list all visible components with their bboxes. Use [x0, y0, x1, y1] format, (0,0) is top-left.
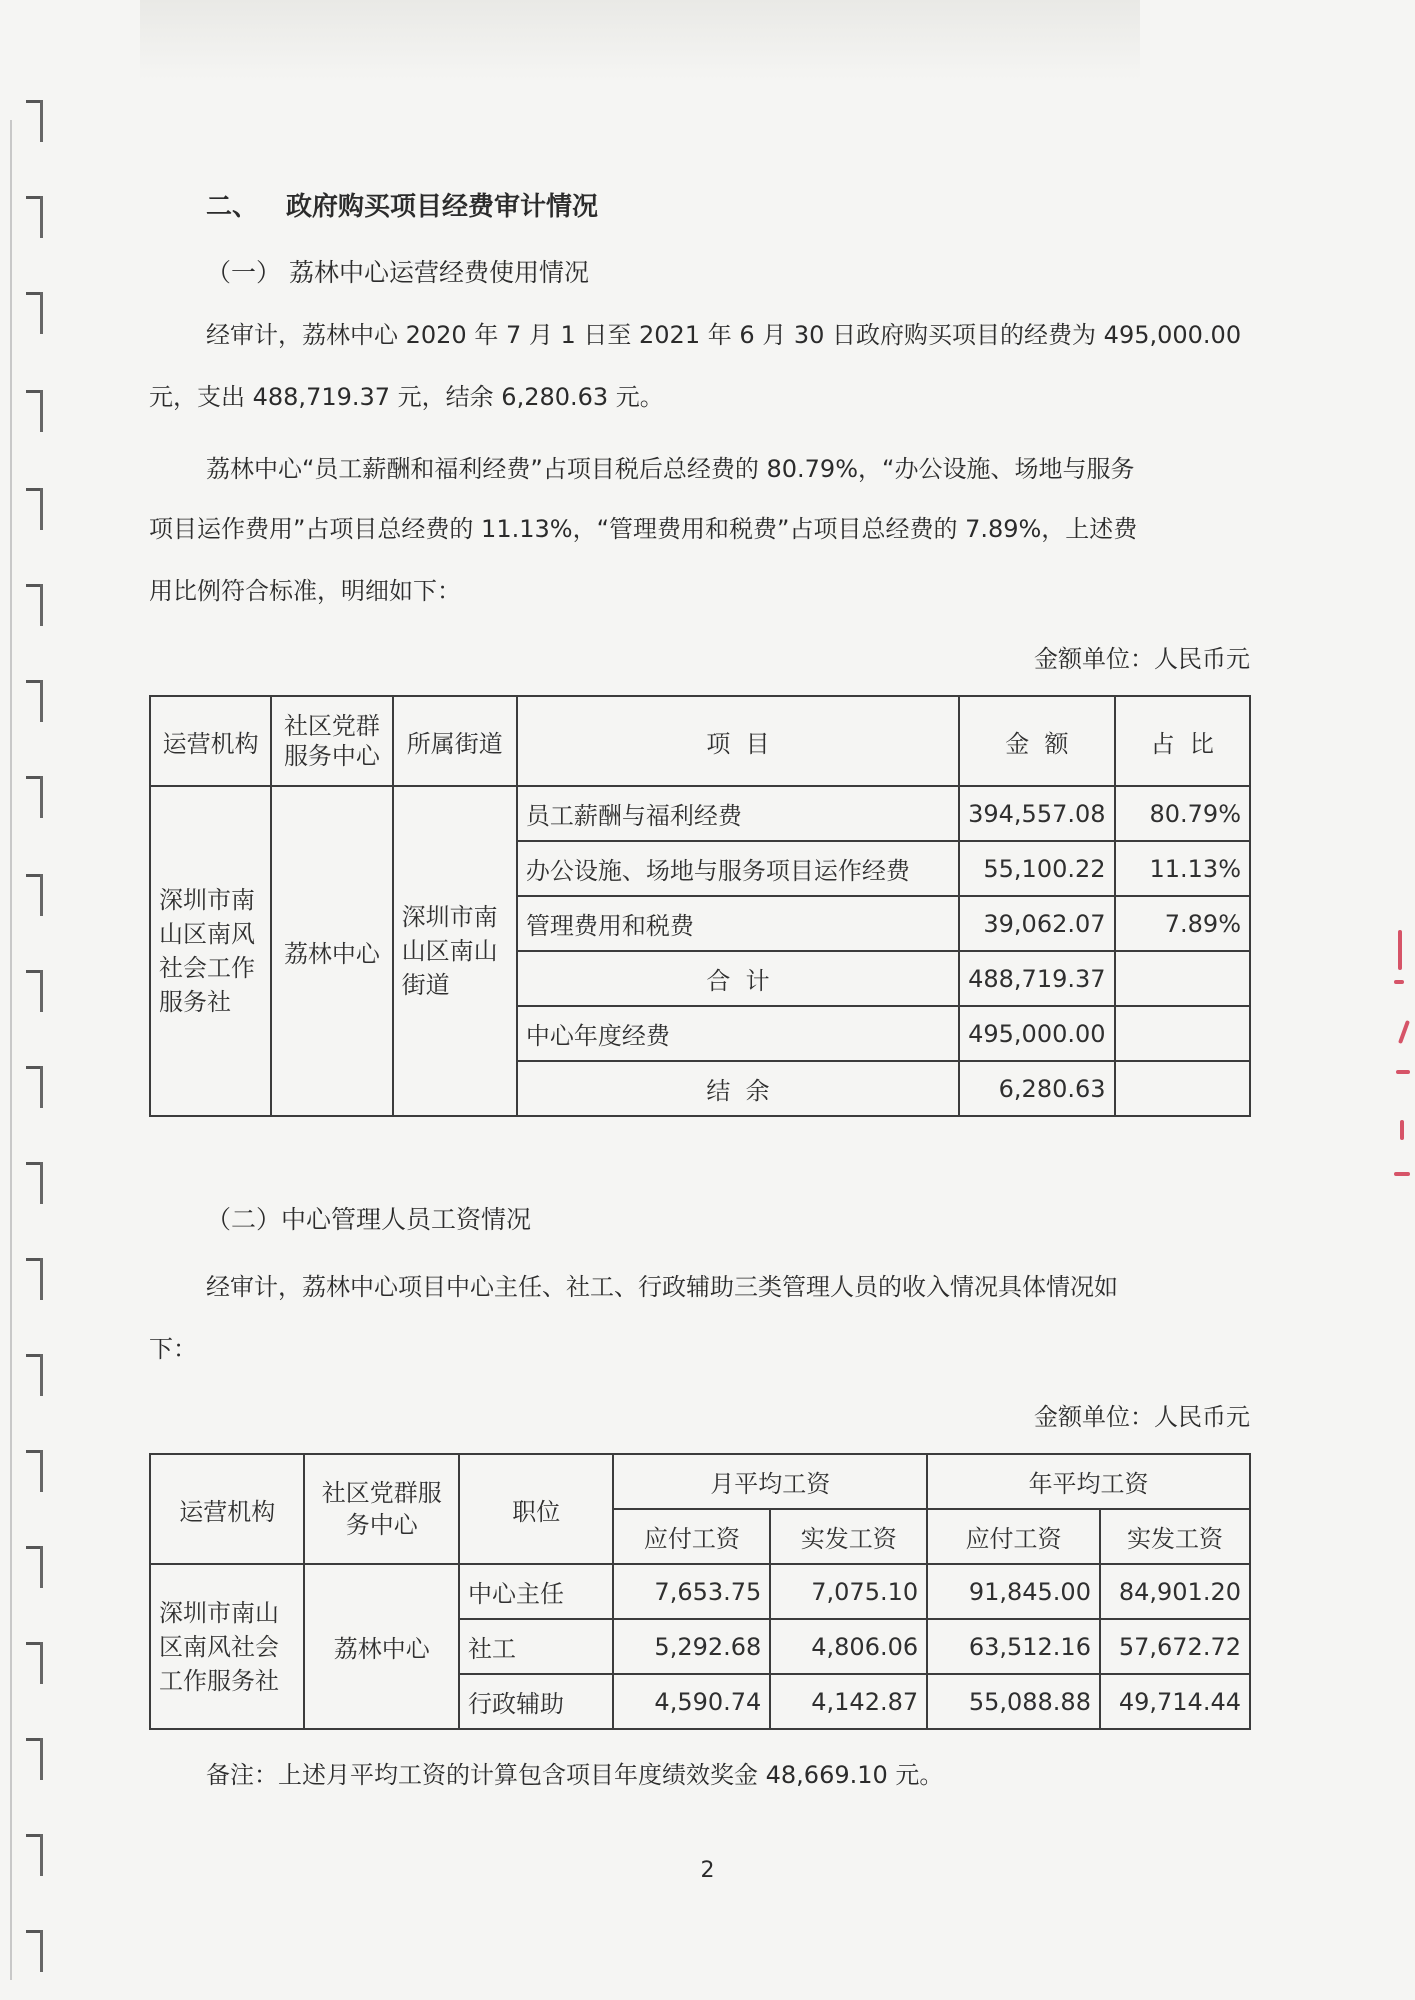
paragraph-line: 项目运作费用”占项目总经费的 11.13%，“管理费用和税费”占项目总经费的 7.89%，上述费	[149, 515, 1138, 543]
header-position: 职位	[459, 1454, 613, 1564]
binder-mark	[26, 1930, 48, 1974]
item-cell: 办公设施、场地与服务项目运作经费	[517, 841, 959, 896]
binder-mark	[26, 1738, 48, 1782]
item-cell: 中心年度经费	[517, 1006, 959, 1061]
binder-mark	[26, 292, 48, 336]
binder-mark	[26, 776, 48, 820]
binder-mark	[26, 1546, 48, 1590]
item-cell-total: 合 计	[517, 951, 959, 1006]
yearly-actual-cell: 84,901.20	[1100, 1564, 1250, 1619]
amount-cell: 488,719.37	[959, 951, 1114, 1006]
header-yearly-payable: 应付工资	[927, 1509, 1100, 1564]
footnote: 备注：上述月平均工资的计算包含项目年度绩效奖金 48,669.10 元。	[206, 1761, 944, 1789]
header-item: 项 目	[517, 696, 959, 786]
binder-mark	[26, 390, 48, 434]
ratio-cell	[1115, 951, 1250, 1006]
header-center: 社区党群服务中心	[271, 696, 392, 786]
amount-cell: 394,557.08	[959, 786, 1114, 841]
yearly-payable-cell: 63,512.16	[927, 1619, 1100, 1674]
subsection-heading-2: （二）中心管理人员工资情况	[206, 1205, 532, 1234]
header-yearly-actual: 实发工资	[1100, 1509, 1250, 1564]
amount-cell: 55,100.22	[959, 841, 1114, 896]
binder-mark	[26, 1354, 48, 1398]
org-cell: 深圳市南山区南风社会工作服务社	[150, 1564, 304, 1729]
ratio-cell	[1115, 1061, 1250, 1116]
amount-cell: 6,280.63	[959, 1061, 1114, 1116]
unit-note: 金额单位：人民币元	[1034, 1403, 1250, 1431]
unit-note: 金额单位：人民币元	[1034, 645, 1250, 673]
binder-mark	[26, 680, 48, 724]
binder-mark	[26, 196, 48, 240]
header-ratio: 占 比	[1115, 696, 1250, 786]
binder-mark	[26, 100, 48, 144]
position-cell: 行政辅助	[459, 1674, 613, 1729]
item-cell-balance: 结 余	[517, 1061, 959, 1116]
monthly-payable-cell: 5,292.68	[613, 1619, 770, 1674]
binder-mark	[26, 584, 48, 628]
binder-mark	[26, 1642, 48, 1686]
yearly-actual-cell: 49,714.44	[1100, 1674, 1250, 1729]
section-title: 政府购买项目经费审计情况	[286, 192, 599, 222]
paragraph-line: 经审计，荔林中心 2020 年 7 月 1 日至 2021 年 6 月 30 日政府购买项目的经费为 495,000.00	[206, 321, 1242, 349]
expense-table	[149, 695, 1251, 1117]
binding-edge-line	[10, 120, 12, 1980]
paragraph-line: 元，支出 488,719.37 元，结余 6,280.63 元。	[149, 383, 664, 411]
binder-mark	[26, 488, 48, 532]
org-cell: 深圳市南山区南风社会工作服务社	[150, 786, 271, 1116]
monthly-payable-cell: 4,590.74	[613, 1674, 770, 1729]
paragraph-line: 用比例符合标准，明细如下：	[149, 577, 461, 605]
ratio-cell: 11.13%	[1115, 841, 1250, 896]
paragraph-line: 荔林中心“员工薪酬和福利经费”占项目税后总经费的 80.79%，“办公设施、场地与服务	[206, 455, 1135, 483]
subsection-heading-1: （一） 荔林中心运营经费使用情况	[206, 258, 589, 287]
paragraph-line: 经审计，荔林中心项目中心主任、社工、行政辅助三类管理人员的收入情况具体情况如	[206, 1273, 1118, 1301]
monthly-payable-cell: 7,653.75	[613, 1564, 770, 1619]
header-monthly-actual: 实发工资	[770, 1509, 927, 1564]
header-org: 运营机构	[150, 1454, 304, 1564]
ratio-cell: 80.79%	[1115, 786, 1250, 841]
yearly-payable-cell: 91,845.00	[927, 1564, 1100, 1619]
position-cell: 中心主任	[459, 1564, 613, 1619]
scan-smudge	[140, 0, 1140, 80]
header-center: 社区党群服务中心	[304, 1454, 458, 1564]
amount-cell: 39,062.07	[959, 896, 1114, 951]
binder-mark	[26, 874, 48, 918]
header-monthly: 月平均工资	[613, 1454, 927, 1509]
paragraph-line: 下：	[149, 1335, 197, 1363]
monthly-actual-cell: 7,075.10	[770, 1564, 927, 1619]
monthly-actual-cell: 4,142.87	[770, 1674, 927, 1729]
section-number: 二、	[206, 192, 259, 222]
ratio-cell	[1115, 1006, 1250, 1061]
binder-mark	[26, 1450, 48, 1494]
binder-mark	[26, 970, 48, 1014]
monthly-actual-cell: 4,806.06	[770, 1619, 927, 1674]
position-cell: 社工	[459, 1619, 613, 1674]
section-heading	[206, 192, 598, 222]
street-cell: 深圳市南山区南山街道	[393, 786, 517, 1116]
header-yearly: 年平均工资	[927, 1454, 1250, 1509]
page-number: 2	[700, 1858, 715, 1883]
salary-table	[149, 1453, 1251, 1730]
header-org: 运营机构	[150, 696, 271, 786]
amount-cell: 495,000.00	[959, 1006, 1114, 1061]
center-cell: 荔林中心	[304, 1564, 458, 1729]
header-monthly-payable: 应付工资	[613, 1509, 770, 1564]
yearly-actual-cell: 57,672.72	[1100, 1619, 1250, 1674]
header-amount: 金 额	[959, 696, 1114, 786]
yearly-payable-cell: 55,088.88	[927, 1674, 1100, 1729]
red-seal-fragment	[1390, 920, 1415, 1200]
item-cell: 员工薪酬与福利经费	[517, 786, 959, 841]
binder-mark	[26, 1258, 48, 1302]
ratio-cell: 7.89%	[1115, 896, 1250, 951]
item-cell: 管理费用和税费	[517, 896, 959, 951]
header-street: 所属街道	[393, 696, 517, 786]
binder-mark	[26, 1066, 48, 1110]
binder-mark	[26, 1162, 48, 1206]
center-cell: 荔林中心	[271, 786, 392, 1116]
